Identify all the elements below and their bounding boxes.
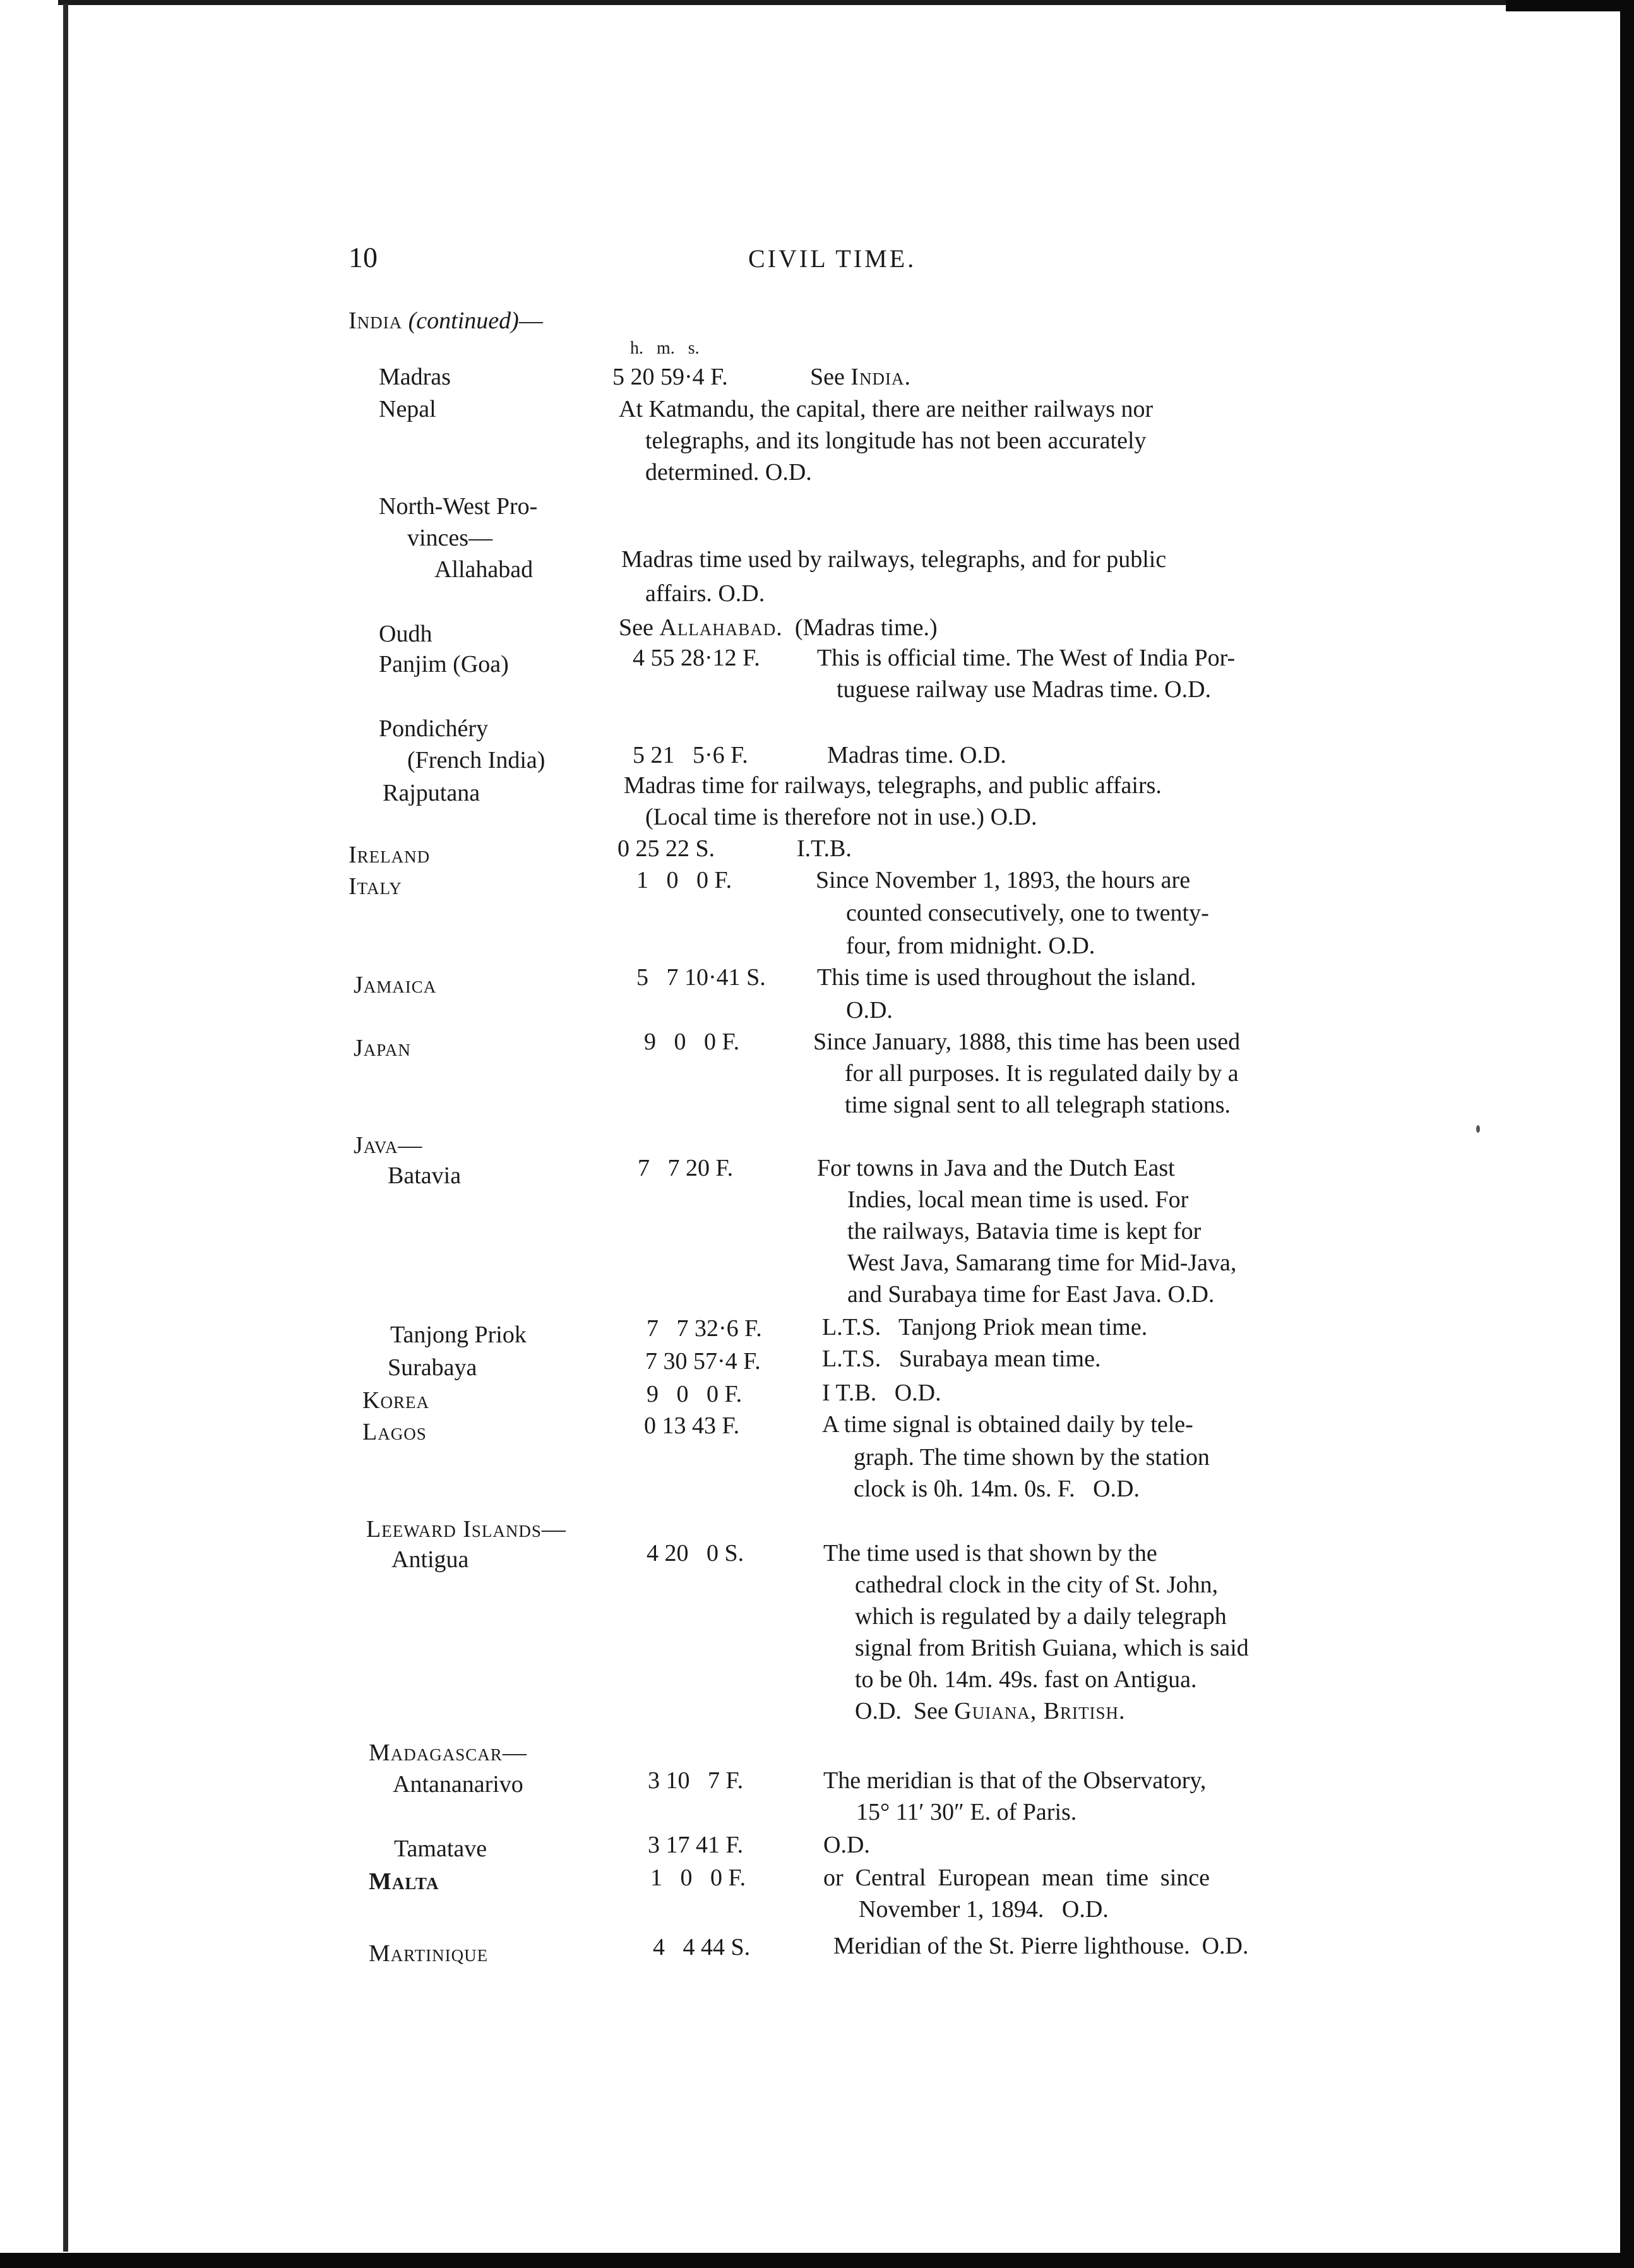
note-lagos-line-1: A time signal is obtained daily by tele- — [822, 1411, 1193, 1438]
note-pondichery: Madras time. O.D. — [827, 742, 1006, 768]
note-jamaica-line-2: O.D. — [846, 997, 893, 1024]
note-antigua-line-5: to be 0h. 14m. 49s. fast on Antigua. — [855, 1666, 1197, 1693]
units-header: h. m. s. — [630, 338, 700, 358]
note-batavia-line-3: the railways, Batavia time is kept for — [847, 1218, 1202, 1244]
time-surabaya: 7 30 57·4 F. — [645, 1348, 761, 1375]
place-italy: Italy — [349, 873, 402, 900]
note-malta-line-1: or Central European mean time since — [823, 1865, 1210, 1891]
scan-edge-top — [58, 0, 1510, 5]
note-italy-line-2: counted consecutively, one to twenty- — [846, 900, 1209, 926]
note-text: See — [619, 614, 660, 641]
time-malta: 1 0 0 F. — [650, 1865, 746, 1891]
cross-reference: Allahabad. — [659, 614, 783, 641]
note-antigua-line-2: cathedral clock in the city of St. John, — [855, 1572, 1219, 1598]
note-lagos-line-2: graph. The time shown by the station — [854, 1444, 1210, 1471]
place-surabaya: Surabaya — [388, 1354, 477, 1381]
note-nepal-line-2: telegraphs, and its longitude has not been accurately — [645, 427, 1147, 454]
place-korea: Korea — [362, 1387, 429, 1414]
time-lagos: 0 13 43 F. — [644, 1412, 740, 1439]
section-dash: — — [518, 307, 543, 334]
place-antigua: Antigua — [391, 1546, 469, 1573]
place-lagos: Lagos — [362, 1419, 427, 1445]
time-batavia: 7 7 20 F. — [638, 1155, 734, 1181]
place-jamaica: Jamaica — [354, 972, 437, 998]
note-rajputana-line-1: Madras time for railways, telegraphs, and public affairs. — [624, 772, 1162, 799]
note-ireland: I.T.B. — [797, 835, 852, 862]
note-panjim-line-1: This is official time. The West of India Por- — [817, 645, 1236, 671]
note-antigua-line-3: which is regulated by a daily telegraph — [855, 1603, 1227, 1630]
note-jamaica-line-1: This time is used throughout the island. — [817, 964, 1196, 991]
note-tanjong-priok: L.T.S. Tanjong Priok mean time. — [822, 1314, 1148, 1340]
dust-speck — [1476, 1125, 1480, 1133]
place-antananarivo: Antananarivo — [393, 1771, 523, 1798]
note-antigua-line-6 — [855, 1696, 1126, 1726]
note-nepal-line-1: At Katmandu, the capital, there are neither railways nor — [619, 396, 1154, 422]
note-text: O.D. See — [855, 1698, 955, 1724]
place-nwp-line-1: North-West Pro- — [379, 493, 538, 520]
place-oudh: Oudh — [379, 621, 432, 647]
note-japan-line-1: Since January, 1888, this time has been used — [813, 1029, 1241, 1055]
place-allahabad: Allahabad — [434, 556, 534, 583]
time-antigua: 4 20 0 S. — [647, 1540, 744, 1567]
note-antananarivo-line-2: 15° 11′ 30″ E. of Paris. — [856, 1799, 1077, 1825]
note-text-2: (Madras time.) — [782, 614, 938, 641]
note-antigua-line-1: The time used is that shown by the — [823, 1540, 1157, 1567]
time-martinique: 4 4 44 S. — [653, 1934, 751, 1961]
note-antigua-line-4: signal from British Guiana, which is said — [855, 1635, 1249, 1661]
note-italy-line-3: four, from midnight. O.D. — [846, 933, 1095, 959]
note-nepal-line-3: determined. O.D. — [645, 459, 812, 486]
note-batavia-line-2: Indies, local mean time is used. For — [847, 1186, 1189, 1213]
place-madagascar: Madagascar— — [369, 1740, 527, 1766]
place-java: Java— — [354, 1132, 423, 1159]
time-tamatave: 3 17 41 F. — [648, 1832, 744, 1858]
time-pondichery: 5 21 5·6 F. — [633, 742, 748, 768]
note-batavia-line-5: and Surabaya time for East Java. O.D. — [847, 1281, 1215, 1308]
time-ireland: 0 25 22 S. — [617, 835, 715, 862]
time-jamaica: 5 7 10·41 S. — [636, 964, 766, 991]
place-ireland: Ireland — [349, 842, 431, 868]
place-pondichery-line-2: (French India) — [407, 747, 546, 773]
place-malta: Malta — [369, 1868, 439, 1895]
place-madras: Madras — [379, 364, 451, 390]
running-head: CIVIL TIME. — [748, 244, 917, 273]
place-panjim: Panjim (Goa) — [379, 651, 509, 677]
section-continued: (continued) — [408, 307, 519, 334]
time-italy: 1 0 0 F. — [636, 867, 732, 893]
page-number: 10 — [349, 241, 378, 273]
note-panjim-line-2: tuguese railway use Madras time. O.D. — [837, 676, 1212, 703]
scan-edge-corner — [1506, 0, 1634, 11]
place-pondichery-line-1: Pondichéry — [379, 715, 489, 742]
time-panjim: 4 55 28·12 F. — [633, 645, 760, 671]
note-italy-line-1: Since November 1, 1893, the hours are — [816, 867, 1191, 893]
scan-edge-bottom — [0, 2253, 1634, 2268]
cross-reference: Guiana, British. — [954, 1698, 1126, 1724]
left-margin — [0, 0, 63, 2268]
place-nwp-line-2: vinces— — [407, 525, 493, 551]
place-martinique: Martinique — [369, 1940, 489, 1967]
note-batavia-line-4: West Java, Samarang time for Mid-Java, — [847, 1250, 1237, 1276]
note-madras — [810, 362, 911, 392]
note-oudh — [619, 612, 938, 643]
scan-edge-left — [63, 4, 68, 2252]
time-tanjong-priok: 7 7 32·6 F. — [647, 1315, 762, 1342]
note-malta-line-2: November 1, 1894. O.D. — [859, 1896, 1109, 1923]
time-japan: 9 0 0 F. — [644, 1029, 740, 1055]
note-tamatave: O.D. — [823, 1832, 870, 1858]
section-heading — [349, 306, 543, 336]
time-korea: 9 0 0 F. — [647, 1381, 742, 1407]
time-antananarivo: 3 10 7 F. — [648, 1767, 744, 1794]
note-lagos-line-3: clock is 0h. 14m. 0s. F. O.D. — [854, 1476, 1140, 1502]
note-allahabad-line-2: affairs. O.D. — [645, 580, 765, 607]
place-leeward-islands: Leeward Islands— — [366, 1516, 566, 1543]
place-japan: Japan — [354, 1035, 411, 1061]
section-name: India — [349, 307, 403, 334]
place-batavia: Batavia — [388, 1162, 462, 1189]
cross-reference: India. — [850, 364, 912, 390]
note-japan-line-2: for all purposes. It is regulated daily by a — [845, 1060, 1239, 1087]
place-rajputana: Rajputana — [383, 780, 480, 806]
note-rajputana-line-2: (Local time is therefore not in use.) O.D. — [645, 804, 1037, 830]
note-japan-line-3: time signal sent to all telegraph stations. — [845, 1092, 1231, 1118]
note-batavia-line-1: For towns in Java and the Dutch East — [817, 1155, 1175, 1181]
note-text: See — [810, 364, 851, 390]
note-korea: I T.B. O.D. — [822, 1380, 941, 1406]
note-allahabad-line-1: Madras time used by railways, telegraphs, and for public — [621, 546, 1167, 573]
place-tanjong-priok: Tanjong Priok — [390, 1322, 527, 1348]
place-tamatave: Tamatave — [394, 1835, 487, 1862]
time-madras: 5 20 59·4 F. — [612, 364, 728, 390]
scan-edge-right — [1620, 0, 1634, 2268]
note-surabaya: L.T.S. Surabaya mean time. — [822, 1346, 1101, 1372]
note-martinique: Meridian of the St. Pierre lighthouse. O.D. — [833, 1933, 1249, 1959]
note-antananarivo-line-1: The meridian is that of the Observatory, — [823, 1767, 1207, 1794]
place-nepal: Nepal — [379, 396, 436, 422]
